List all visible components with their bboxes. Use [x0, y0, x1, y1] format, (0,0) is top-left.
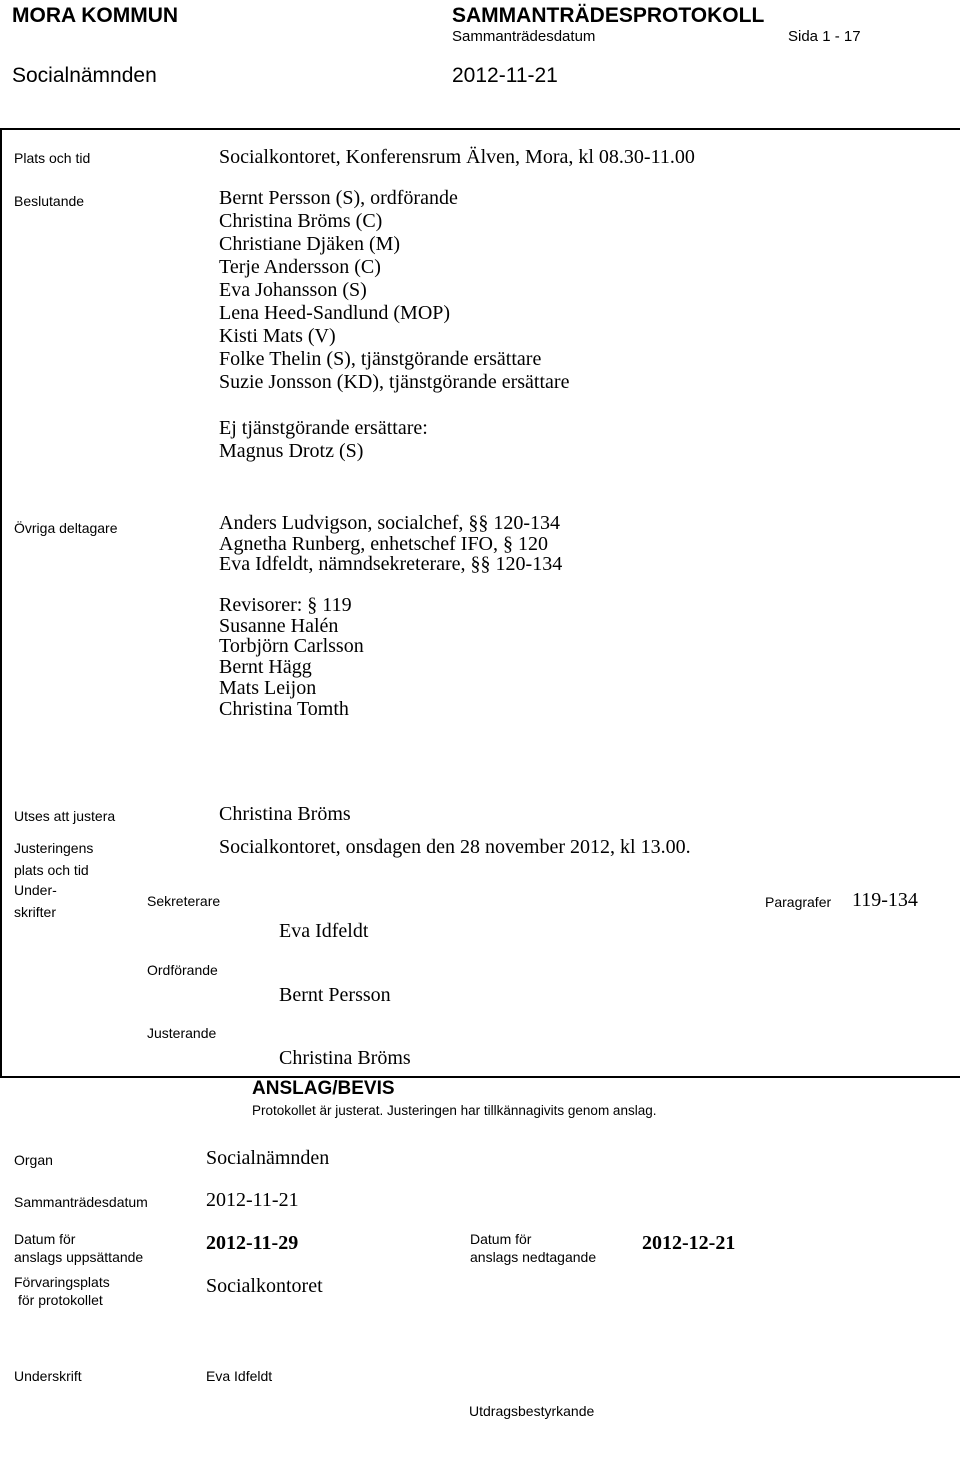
list-item: Eva Johansson (S): [219, 279, 367, 301]
appointed-adjuster-value: Christina Bröms: [219, 803, 351, 825]
other-participants-label: Övriga deltagare: [14, 520, 118, 536]
adjuster-label: Justerande: [147, 1025, 217, 1041]
committee-name: Socialnämnden: [12, 64, 157, 87]
signatures-label-1: Under-: [14, 882, 57, 898]
decision-makers-list: [219, 187, 569, 394]
list-item: Mats Leijon: [219, 676, 317, 699]
removed-date-label-2: anslags nedtagande: [470, 1249, 597, 1265]
secretary-name: Eva Idfeldt: [279, 920, 369, 942]
other-participants-list: [219, 513, 562, 575]
notice-text: Protokollet är justerat. Justeringen har tillkännagivits genom anslag.: [252, 1103, 657, 1118]
organ-value: Socialnämnden: [206, 1147, 330, 1169]
signatures-label-2: skrifter: [14, 904, 56, 920]
meeting-date-label: Sammanträdesdatum: [452, 28, 596, 45]
list-item: Bernt Hägg: [219, 656, 312, 679]
list-item: Suzie Jonsson (KD), tjänstgörande ersättare: [219, 371, 570, 393]
document-type: SAMMANTRÄDESPROTOKOLL: [452, 4, 765, 27]
list-item: Terje Andersson (C): [219, 256, 381, 278]
adjust-place-value: Socialkontoret, onsdagen den 28 november 2012, kl 13.00.: [219, 836, 691, 858]
notice-divider: [0, 1076, 960, 1078]
adjust-place-label-2: plats och tid: [14, 862, 89, 878]
chair-label: Ordförande: [147, 962, 218, 978]
list-item: Lena Heed-Sandlund (MOP): [219, 302, 451, 324]
list-item: Anders Ludvigson, socialchef, §§ 120-134: [219, 512, 561, 534]
list-item: Torbjörn Carlsson: [219, 635, 364, 658]
organization-name: MORA KOMMUN: [12, 4, 179, 27]
appointed-adjuster-label: Utses att justera: [14, 808, 116, 824]
sections-value: 119-134: [852, 889, 918, 911]
secretary-label: Sekreterare: [147, 893, 221, 909]
signature-label: Underskrift: [14, 1368, 82, 1384]
list-item: Christiane Djäken (M): [219, 233, 401, 255]
posted-date-label-1: Datum för: [14, 1231, 76, 1247]
adjuster-name: Christina Bröms: [279, 1047, 411, 1069]
substitutes-block: [219, 417, 428, 463]
list-item: Christina Bröms (C): [219, 210, 383, 232]
list-item: Eva Idfeldt, nämndsekreterare, §§ 120-134: [219, 553, 563, 576]
signature-value: Eva Idfeldt: [206, 1368, 273, 1384]
posted-date-label-2: anslags uppsättande: [14, 1249, 144, 1265]
storage-label-2: för protokollet: [18, 1292, 103, 1308]
list-item: Bernt Persson (S), ordförande: [219, 187, 458, 209]
list-item: Kisti Mats (V): [219, 325, 336, 347]
notice-title: ANSLAG/BEVIS: [252, 1078, 395, 1099]
decision-makers-label: Beslutande: [14, 193, 85, 209]
sections-label: Paragrafer: [765, 894, 832, 910]
list-item: Folke Thelin (S), tjänstgörande ersättare: [219, 348, 542, 370]
page-number: Sida 1 - 17: [788, 28, 861, 45]
auditors-list: [219, 595, 364, 719]
extract-certification-label: Utdragsbestyrkande: [469, 1403, 595, 1419]
list-item: Agnetha Runberg, enhetschef IFO, § 120: [219, 532, 549, 555]
place-time-label: Plats och tid: [14, 150, 91, 166]
chair-name: Bernt Persson: [279, 984, 391, 1006]
place-time-value: Socialkontoret, Konferensrum Älven, Mora, kl 08.30-11.00: [219, 146, 695, 168]
left-border: [0, 128, 2, 1078]
list-item: Magnus Drotz (S): [219, 440, 364, 462]
storage-label-1: Förvaringsplats: [14, 1274, 110, 1290]
meeting-date: 2012-11-21: [452, 64, 558, 87]
list-item: Susanne Halén: [219, 614, 339, 637]
adjust-place-label-1: Justeringens: [14, 840, 94, 856]
removed-date-value: 2012-12-21: [642, 1232, 736, 1254]
list-item: Christina Tomth: [219, 697, 349, 720]
notice-meeting-date-value: 2012-11-21: [206, 1189, 299, 1211]
header-divider: [0, 128, 960, 130]
auditors-heading: Revisorer: § 119: [219, 594, 352, 616]
posted-date-value: 2012-11-29: [206, 1232, 299, 1254]
notice-meeting-date-label: Sammanträdesdatum: [14, 1194, 148, 1210]
storage-value: Socialkontoret: [206, 1275, 323, 1297]
substitutes-heading: Ej tjänstgörande ersättare:: [219, 417, 428, 439]
organ-label: Organ: [14, 1152, 53, 1168]
removed-date-label-1: Datum för: [470, 1231, 532, 1247]
